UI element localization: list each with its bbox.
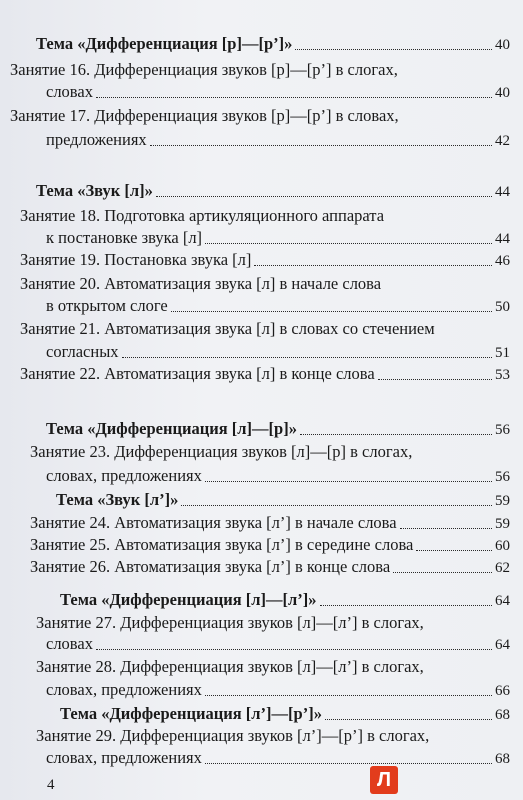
dot-leader bbox=[205, 763, 492, 764]
toc-lesson-line bbox=[46, 748, 510, 769]
toc-page-number: 42 bbox=[495, 133, 510, 149]
dot-leader bbox=[325, 719, 492, 720]
toc-entry-text: Занятие 26. Автоматизация звука [л’] в конце слова bbox=[30, 557, 391, 576]
toc-lesson-line bbox=[30, 535, 510, 556]
toc-topic-title: Тема «Дифференциация [л’]—[р’]» bbox=[60, 704, 322, 723]
toc-lesson-line bbox=[10, 106, 510, 126]
dot-leader bbox=[96, 97, 492, 98]
toc-page-number: 46 bbox=[495, 253, 510, 269]
toc-page-number: 59 bbox=[495, 493, 510, 509]
toc-entry-text: словах bbox=[46, 82, 93, 101]
toc-entry-text: Занятие 29. Дифференциация звуков [л’]—[р’] в слогах, bbox=[36, 726, 430, 745]
toc-entry-text: Занятие 23. Дифференциация звуков [л]—[р] в слогах, bbox=[30, 442, 413, 461]
toc-lesson-line bbox=[20, 364, 510, 385]
toc-page-number: 64 bbox=[495, 637, 510, 653]
toc-entry-text: Занятие 27. Дифференциация звуков [л]—[л’] в слогах, bbox=[36, 613, 424, 632]
toc-lesson-line bbox=[36, 613, 510, 633]
toc-entry-text: предложениях bbox=[46, 130, 147, 149]
toc-entry-text: к постановке звука [л] bbox=[46, 228, 203, 247]
toc-page-number: 56 bbox=[495, 469, 510, 485]
toc-topic-title: Тема «Звук [л’]» bbox=[56, 490, 179, 509]
toc-page-number: 40 bbox=[495, 85, 510, 101]
toc-topic-title: Тема «Звук [л]» bbox=[36, 181, 153, 200]
toc-lesson-line bbox=[46, 82, 510, 103]
toc-entry-text: Занятие 19. Постановка звука [л] bbox=[20, 250, 252, 269]
toc-page-number: 68 bbox=[495, 751, 510, 767]
toc-lesson-line bbox=[46, 296, 510, 317]
toc-entry-text: Занятие 28. Дифференциация звуков [л]—[л’] в слогах, bbox=[36, 657, 424, 676]
toc-topic-title: Тема «Дифференциация [р]—[р’]» bbox=[36, 34, 293, 53]
toc-topic-line bbox=[56, 490, 510, 511]
toc-page-number: 44 bbox=[495, 231, 510, 247]
toc-lesson-line bbox=[20, 206, 510, 226]
toc-entry-text: Занятие 22. Автоматизация звука [л] в конце слова bbox=[20, 364, 375, 383]
toc-entry-text: Занятие 17. Дифференциация звуков [р]—[р’] в словах, bbox=[10, 106, 399, 125]
toc-entry-text: Занятие 20. Автоматизация звука [л] в начале слова bbox=[20, 274, 382, 293]
toc-topic-title: Тема «Дифференциация [л]—[р]» bbox=[46, 419, 297, 438]
toc-entry-text: Занятие 25. Автоматизация звука [л’] в середине слова bbox=[30, 535, 414, 554]
dot-leader bbox=[378, 379, 492, 380]
dot-leader bbox=[295, 49, 492, 50]
dot-leader bbox=[416, 550, 492, 551]
toc-entry-text: Занятие 21. Автоматизация звука [л] в словах со стечением bbox=[20, 319, 435, 338]
toc-lesson-line bbox=[30, 557, 510, 578]
dot-leader bbox=[254, 265, 492, 266]
dot-leader bbox=[400, 528, 492, 529]
toc-page-number: 53 bbox=[495, 367, 510, 383]
toc-lesson-line bbox=[30, 513, 510, 534]
dot-leader bbox=[205, 695, 492, 696]
toc-topic-line bbox=[60, 704, 510, 725]
dot-leader bbox=[171, 311, 492, 312]
dot-leader bbox=[96, 649, 492, 650]
dot-leader bbox=[205, 481, 492, 482]
toc-page-number: 40 bbox=[495, 37, 510, 53]
toc-topic-title: Тема «Дифференциация [л]—[л’]» bbox=[60, 590, 317, 609]
toc-page-number: 59 bbox=[495, 516, 510, 532]
toc-entry-text: словах bbox=[46, 634, 93, 653]
dot-leader bbox=[181, 505, 492, 506]
toc-page-number: 68 bbox=[495, 707, 510, 723]
toc-lesson-line bbox=[46, 228, 510, 249]
toc-page-number: 44 bbox=[495, 184, 510, 200]
toc-page-number: 60 bbox=[495, 538, 510, 554]
toc-lesson-line bbox=[20, 274, 510, 294]
toc-lesson-line bbox=[46, 680, 510, 701]
dot-leader bbox=[205, 243, 492, 244]
toc-lesson-line bbox=[20, 319, 510, 339]
toc-entry-text: словах, предложениях bbox=[46, 466, 202, 485]
toc-page-number: 62 bbox=[495, 560, 510, 576]
dot-leader bbox=[122, 357, 492, 358]
toc-lesson-line bbox=[46, 342, 510, 363]
toc-lesson-line bbox=[36, 726, 510, 746]
dot-leader bbox=[300, 434, 492, 435]
dot-leader bbox=[150, 145, 492, 146]
toc-page-number: 56 bbox=[495, 422, 510, 438]
toc-page-number: 66 bbox=[495, 683, 510, 699]
dot-leader bbox=[393, 572, 492, 573]
toc-lesson-line bbox=[46, 634, 510, 655]
toc-lesson-line bbox=[36, 657, 510, 677]
toc-lesson-line bbox=[10, 60, 510, 80]
toc-page-number: 64 bbox=[495, 593, 510, 609]
toc-entry-text: словах, предложениях bbox=[46, 748, 202, 767]
toc-entry-text: словах, предложениях bbox=[46, 680, 202, 699]
toc-entry-text: Занятие 16. Дифференциация звуков [р]—[р’] в слогах, bbox=[10, 60, 398, 79]
dot-leader bbox=[320, 605, 492, 606]
toc-topic-line bbox=[60, 590, 510, 611]
toc-topic-line bbox=[36, 34, 510, 55]
toc-lesson-line bbox=[46, 130, 510, 151]
dot-leader bbox=[156, 196, 492, 197]
toc-entry-text: Занятие 24. Автоматизация звука [л’] в начале слова bbox=[30, 513, 397, 532]
toc-topic-line bbox=[46, 419, 510, 440]
page-number: 4 bbox=[47, 777, 55, 793]
toc-topic-line bbox=[36, 181, 510, 202]
toc-lesson-line bbox=[20, 250, 510, 271]
toc-lesson-line bbox=[46, 466, 510, 487]
toc-entry-text: согласных bbox=[46, 342, 119, 361]
toc-entry-text: Занятие 18. Подготовка артикуляционного аппарата bbox=[20, 206, 385, 225]
toc-page-number: 50 bbox=[495, 299, 510, 315]
toc-lesson-line bbox=[30, 442, 510, 462]
toc-entry-text: в открытом слоге bbox=[46, 296, 168, 315]
toc-page-number: 51 bbox=[495, 345, 510, 361]
labirint-logo: Л bbox=[370, 766, 398, 794]
